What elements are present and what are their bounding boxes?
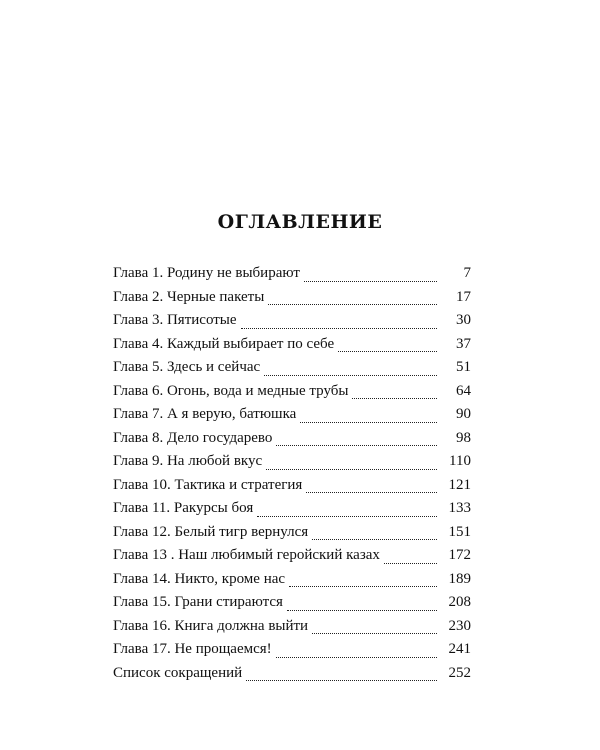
toc-dot-leader [276,656,437,658]
toc-entry-page-number: 90 [456,406,471,422]
toc-dot-leader [352,397,437,399]
toc-dot-leader [312,632,437,634]
toc-entry-title: Глава 7. А я верую, батюшка [113,406,297,422]
toc-entry [113,262,471,286]
toc-dot-leader [312,538,437,540]
toc-dot-leader [276,444,437,446]
toc-dot-leader [384,562,437,564]
toc-entry-title: Глава 13 . Наш любимый геройский казах [113,547,380,563]
toc-entry-page-number: 17 [456,288,471,305]
toc-entry [113,450,471,474]
toc-entry-page-number: 30 [456,312,471,328]
toc-dot-leader [338,350,437,352]
table-of-contents [113,262,471,685]
toc-entry-page-number: 241 [448,641,471,657]
toc-entry-page-number: 230 [448,617,471,634]
toc-entry [113,521,471,545]
toc-entry-title: Глава 2. Черные пакеты [113,288,265,305]
toc-entry [113,568,471,592]
toc-entry-title: Глава 8. Дело государево [113,429,273,446]
toc-dot-leader [257,515,437,517]
toc-entry [113,286,471,310]
toc-entry-title: Список сокращений [113,664,243,681]
page-title: ОГЛАВЛЕНИЕ [217,211,383,233]
toc-entry [113,380,471,404]
toc-entry-page-number: 133 [448,500,471,516]
toc-entry [113,544,471,568]
toc-entry [113,356,471,380]
toc-entry-page-number: 37 [456,335,471,352]
toc-entry-page-number: 208 [448,594,471,610]
toc-dot-leader [246,679,437,681]
toc-dot-leader [300,421,437,423]
toc-entry-title: Глава 16. Книга должна выйти [113,617,309,634]
toc-entry [113,615,471,639]
toc-entry-page-number: 189 [448,570,471,587]
toc-dot-leader [287,609,437,611]
toc-entry [113,662,471,686]
toc-entry-title: Глава 1. Родину не выбирают [113,265,300,281]
toc-entry-title: Глава 12. Белый тигр вернулся [113,523,309,540]
toc-entry-page-number: 252 [448,664,471,681]
toc-entry-title: Глава 17. Не прощаемся! [113,641,272,657]
toc-entry-page-number: 64 [456,382,471,399]
toc-entry-title: Глава 9. На любой вкус [113,453,263,469]
toc-dot-leader [264,374,437,376]
toc-entry [113,474,471,498]
toc-entry-title: Глава 11. Ракурсы боя [113,500,254,516]
toc-entry-title: Глава 10. Тактика и стратегия [113,476,303,493]
toc-entry [113,403,471,427]
toc-entry-title: Глава 14. Никто, кроме нас [113,570,286,587]
toc-entry [113,309,471,333]
toc-dot-leader [241,327,437,329]
toc-entry-title: Глава 5. Здесь и сейчас [113,359,261,375]
toc-dot-leader [268,303,437,305]
toc-dot-leader [266,468,437,470]
toc-entry-page-number: 121 [448,476,471,493]
toc-entry-page-number: 98 [456,429,471,446]
toc-dot-leader [306,491,437,493]
toc-entry [113,427,471,451]
toc-entry [113,333,471,357]
toc-dot-leader [304,280,437,282]
toc-entry-page-number: 110 [449,453,471,469]
toc-entry-title: Глава 15. Грани стираются [113,594,283,610]
toc-entry-page-number: 151 [448,523,471,540]
toc-entry-title: Глава 3. Пятисотые [113,312,237,328]
toc-entry-title: Глава 6. Огонь, вода и медные трубы [113,382,349,399]
toc-entry-page-number: 51 [456,359,471,375]
toc-entry [113,638,471,662]
toc-entry-page-number: 172 [448,547,471,563]
toc-entry-title: Глава 4. Каждый выбирает по себе [113,335,335,352]
toc-entry-page-number: 7 [463,265,471,281]
toc-entry [113,591,471,615]
toc-dot-leader [289,585,437,587]
toc-entry [113,497,471,521]
